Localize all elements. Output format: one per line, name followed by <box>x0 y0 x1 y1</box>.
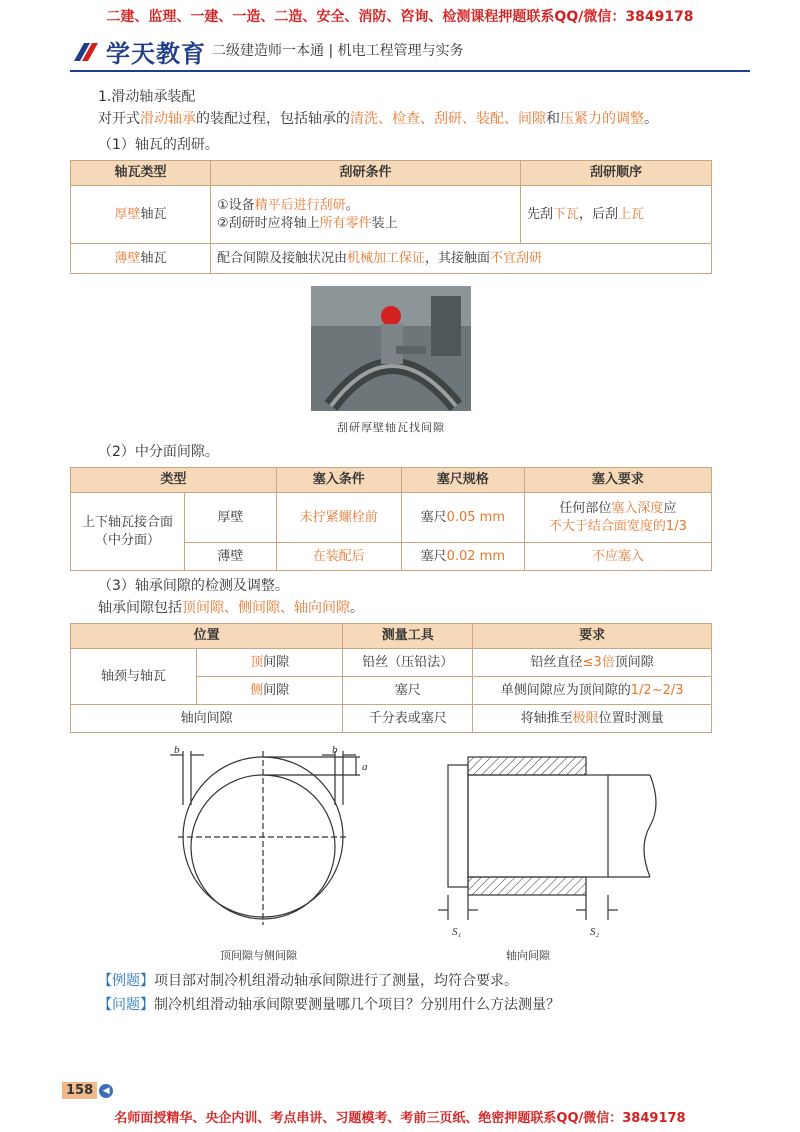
table-cell <box>197 649 343 677</box>
bearing-clearance-table <box>70 623 712 733</box>
cell-highlight: 厚壁 <box>114 206 141 222</box>
sub2-title: （2）中分面间隙。 <box>98 444 219 460</box>
cell-text: 装上 <box>371 215 398 231</box>
intro-highlight: 清洗、检查、刮研、装配、间隙 <box>350 111 546 127</box>
label-s2: S₂ <box>590 926 600 938</box>
cell-text: 塞尺 <box>420 509 447 525</box>
intro-highlight: 顶间隙、侧间隙、轴向间隙 <box>182 600 350 616</box>
page-arrow-icon: ◀ <box>99 1084 113 1098</box>
example-block <box>70 969 715 1017</box>
table-cell: 不应塞入 <box>524 543 711 571</box>
cell-highlight: 0.05 mm <box>446 509 505 525</box>
page-number <box>62 1082 113 1099</box>
cell-highlight: 下瓦 <box>553 206 580 222</box>
photo-illustration-icon <box>311 286 471 411</box>
table-cell: 轴向间隙 <box>71 705 343 733</box>
table-header: 位置 <box>71 624 343 649</box>
cell-text: ，后刮 <box>579 206 619 222</box>
cell-highlight: 侧 <box>250 682 264 698</box>
axial-clearance-diagram <box>438 757 656 920</box>
cell-highlight: 不大于结合面宽度的1/3 <box>548 518 687 534</box>
example-text: 项目部对制冷机组滑动轴承间隙进行了测量，均符合要求。 <box>154 973 518 989</box>
label-b-right: b <box>332 745 338 756</box>
intro-highlight: 滑动轴承 <box>140 111 196 127</box>
cell-text: 铅丝直径 <box>530 654 583 670</box>
section-intro <box>70 108 715 130</box>
cell-highlight: 塞入深度 <box>611 500 664 516</box>
cell-text: 先刮 <box>527 206 554 222</box>
label-a: a <box>362 761 368 773</box>
cell-text: ②刮研时应将轴上 <box>217 215 320 231</box>
cell-highlight: 所有零件 <box>319 215 372 231</box>
example-line <box>98 969 715 993</box>
cell-highlight: 上瓦 <box>618 206 645 222</box>
question-tag: 【问题】 <box>98 997 154 1013</box>
table-cell <box>473 705 712 733</box>
cell-text: 配合间隙及接触状况由 <box>217 250 348 266</box>
cell-highlight: 1/2~2/3 <box>630 682 684 698</box>
cell-text: 顶间隙 <box>614 654 654 670</box>
table-cell: 千分表或塞尺 <box>343 705 473 733</box>
table-row <box>71 705 712 733</box>
clearance-diagrams <box>70 745 712 965</box>
cell-text: 应 <box>663 500 677 516</box>
top-side-clearance-diagram <box>170 751 360 925</box>
cell-text: ①设备 <box>217 197 255 213</box>
page-content <box>70 80 715 1017</box>
table-cell <box>524 493 711 543</box>
intro-text: 和 <box>546 111 560 127</box>
clearance-diagram-svg <box>70 745 712 945</box>
cell-highlight: 不宜刮研 <box>490 250 543 266</box>
table-header: 刮研顺序 <box>521 161 712 186</box>
table-cell <box>473 677 712 705</box>
logo-mark-icon <box>70 39 100 65</box>
sub3-title: （3）轴承间隙的检测及调整。 <box>98 578 289 594</box>
left-diagram-caption: 顶间隙与侧间隙 <box>220 949 297 962</box>
intro-text: 。 <box>644 111 658 127</box>
header-divider <box>70 70 750 72</box>
table-cell <box>211 186 521 244</box>
table-cell: 塞尺 <box>343 677 473 705</box>
table-header: 塞尺规格 <box>401 468 524 493</box>
photo-caption: 刮研厚壁轴瓦找间隙 <box>337 421 445 434</box>
cell-highlight: 极限 <box>572 710 599 726</box>
cell-text: 将轴推至 <box>520 710 573 726</box>
table-row <box>71 649 712 677</box>
table-cell: 铅丝（压铅法） <box>343 649 473 677</box>
cell-text: 塞尺 <box>420 548 447 564</box>
table-cell: 上下轴瓦接合面（中分面） <box>71 493 185 571</box>
table-row <box>71 244 712 274</box>
question-line <box>98 993 715 1017</box>
table-cell <box>401 543 524 571</box>
cell-highlight: 0.02 mm <box>446 548 505 564</box>
table-header: 塞入要求 <box>524 468 711 493</box>
intro-highlight: 压紧力的调整 <box>560 111 644 127</box>
cell-text: ，其接触面 <box>425 250 491 266</box>
page-header <box>70 34 750 70</box>
top-banner: 二建、监理、一建、一造、二造、安全、消防、咨询、检测课程押题联系QQ/微信：3849178 <box>106 9 694 25</box>
cell-highlight: 机械加工保证 <box>347 250 426 266</box>
table-cell: 轴颈与轴瓦 <box>71 649 197 705</box>
intro-text: 。 <box>350 600 364 616</box>
photo-block <box>70 286 712 435</box>
table-header: 测量工具 <box>343 624 473 649</box>
table-cell: 在装配后 <box>276 543 401 571</box>
cell-text: 。 <box>345 197 359 213</box>
cell-highlight: 薄壁 <box>114 250 141 266</box>
table-header: 类型 <box>71 468 277 493</box>
question-text: 制冷机组滑动轴承间隙要测量哪几个项目？分别用什么方法测量？ <box>154 997 560 1013</box>
table-header: 刮研条件 <box>211 161 521 186</box>
cell-highlight: 顶 <box>250 654 264 670</box>
cell-highlight: 精平后进行刮研 <box>254 197 346 213</box>
example-tag: 【例题】 <box>98 973 154 989</box>
intro-text: 的装配过程，包括轴承的 <box>196 111 350 127</box>
cell-text: 轴瓦 <box>140 250 167 266</box>
table-cell <box>473 649 712 677</box>
label-b-left: b <box>174 745 180 756</box>
table-header: 要求 <box>473 624 712 649</box>
table-cell: 薄壁 <box>185 543 277 571</box>
table-row <box>71 493 712 543</box>
table-cell <box>71 244 211 274</box>
table-cell <box>197 677 343 705</box>
table-cell: 厚壁 <box>185 493 277 543</box>
table-header: 塞入条件 <box>276 468 401 493</box>
label-s1: S₁ <box>452 926 462 938</box>
table-cell: 未拧紧螺栓前 <box>276 493 401 543</box>
bearing-scraping-table <box>70 160 712 274</box>
bottom-banner: 名师面授精华、央企内训、考点串讲、习题模考、考前三页纸、绝密押题联系QQ/微信：3849178 <box>114 1111 686 1126</box>
page-number-label: 158 <box>62 1082 97 1099</box>
cell-highlight: ≤3倍 <box>582 654 615 670</box>
table-row <box>71 186 712 244</box>
split-face-gap-table <box>70 467 712 571</box>
header-subtitle: 二级建造师一本通 | 机电工程管理与实务 <box>212 43 464 59</box>
table-cell <box>71 186 211 244</box>
right-diagram-caption: 轴向间隙 <box>506 949 550 962</box>
cell-text: 任何部位 <box>559 500 612 516</box>
logo-text: 学天教育 <box>106 40 206 68</box>
section-title: 1.滑动轴承装配 <box>98 89 196 105</box>
table-cell <box>401 493 524 543</box>
table-cell <box>211 244 712 274</box>
cell-text: 轴瓦 <box>140 206 167 222</box>
sub1-title: （1）轴瓦的刮研。 <box>98 137 219 153</box>
cell-text: 单侧间隙应为顶间隙的 <box>500 682 631 698</box>
intro-text: 对开式 <box>98 111 140 127</box>
intro-text: 轴承间隙包括 <box>98 600 182 616</box>
table-header: 轴瓦类型 <box>71 161 211 186</box>
worker-scraping-photo <box>311 286 471 411</box>
sub3-intro <box>70 597 715 619</box>
logo <box>70 34 206 69</box>
table-cell <box>521 186 712 244</box>
cell-text: 位置时测量 <box>598 710 664 726</box>
cell-text: 间隙 <box>263 682 290 698</box>
cell-text: 间隙 <box>263 654 290 670</box>
